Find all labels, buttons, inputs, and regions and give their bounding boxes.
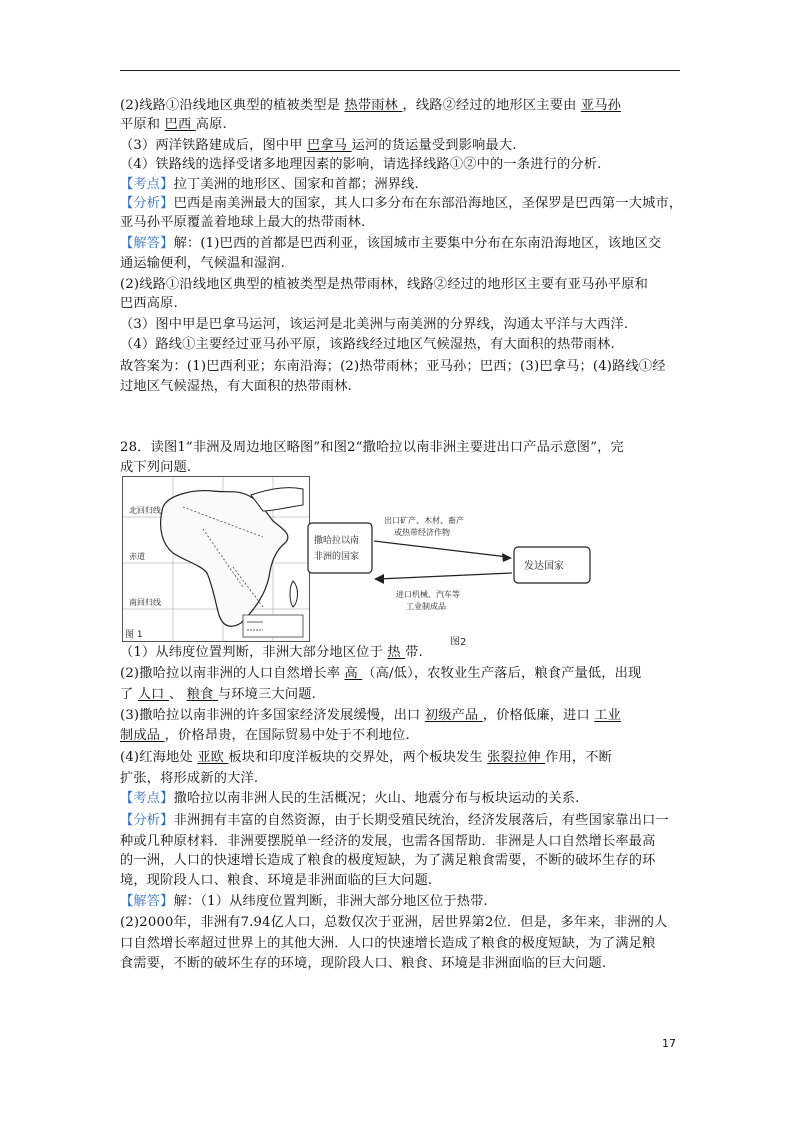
text-span: (2)线路①沿线地区典型的植被类型是 — [120, 98, 345, 113]
text-line — [120, 176, 690, 194]
answer-blank: 初级产品 — [424, 708, 483, 723]
text-line — [120, 195, 690, 213]
answer-blank: 工业 — [594, 708, 622, 723]
text-line — [120, 336, 690, 354]
text-line — [120, 707, 690, 725]
answer-blank: 亚马孙 — [580, 98, 622, 113]
fig1-equator-label: 赤道 — [129, 552, 145, 561]
text-span: 解：（1）从纬度位置判断，非洲大部分地区位于热带. — [173, 894, 488, 909]
text-span: 高原. — [195, 117, 227, 132]
text-line — [120, 378, 690, 396]
text-span: 带. — [405, 645, 423, 660]
text-span: 巴西是南美洲最大的国家，其人口多分布在东部沿海地区，圣保罗是巴西第一大城市， — [173, 196, 683, 211]
text-line — [120, 914, 690, 932]
answer-blank: 高 — [344, 666, 363, 681]
text-span: 故答案为：(1)巴西利亚；东南沿海；(2)热带雨林；亚马孙；巴西；(3)巴拿马；(4)路线①经 — [120, 359, 666, 374]
text-span: (2)线路①沿线地区典型的植被类型是热带雨林，线路②经过的地形区主要有亚马孙平原和 — [120, 277, 649, 292]
answer-blank: 人口 — [137, 687, 169, 702]
section-tag: 【考点】 — [120, 177, 174, 192]
fig2-caption: 图2 — [450, 637, 467, 645]
text-line — [120, 852, 690, 870]
header-rule — [120, 70, 680, 71]
text-span: （3）图中甲是巴拿马运河，该运河是北美洲与南美洲的分界线，沟通太平洋与大西洋. — [120, 317, 629, 332]
text-span: （4）路线①主要经过亚马孙平原，该路线经过地区气候湿热，有大面积的热带雨林. — [120, 337, 615, 352]
text-line — [120, 295, 690, 313]
text-span: 过地区气候湿热，有大面积的热带雨林. — [120, 379, 352, 394]
fig2-right-box: 发达国家 — [524, 561, 564, 572]
text-span: 食需要，不断的破坏生存的环境，现阶段人口、粮食、环境是非洲面临的巨大问题. — [120, 956, 607, 971]
text-line — [120, 665, 690, 683]
text-span: ，价格低廉，进口 — [482, 708, 595, 723]
fig2-top-arrow-line2: 或热带经济作物 — [394, 528, 450, 537]
section-tag: 【分析】 — [120, 813, 174, 828]
text-span: 平原和 — [120, 117, 165, 132]
page-number: 17 — [662, 1037, 676, 1050]
text-span: 通运输便利，气候温和湿润. — [120, 256, 286, 271]
text-span: 撒哈拉以南非洲人民的生活概况；火山、地震分布与板块运动的关系. — [173, 791, 580, 806]
text-line — [120, 156, 690, 174]
text-span: 非洲拥有丰富的自然资源，由于长期受殖民统治，经济发展落后，有些国家靠出口一 — [173, 813, 669, 828]
text-line — [120, 214, 690, 232]
text-span: 运河的货运量受到影响最大. — [351, 138, 517, 153]
text-line — [120, 686, 690, 704]
fig1-tropic-label: 南回归线 — [129, 598, 161, 607]
text-span: (4)红海地处 — [120, 750, 198, 765]
text-span: ，价格昂贵，在国际贸易中处于不利地位. — [164, 728, 410, 743]
text-span: 扩张，将形成新的大洋. — [120, 771, 259, 786]
text-line — [120, 727, 690, 745]
fig2-top-arrow-line1: 出口矿产、木材、畜产 — [384, 516, 464, 525]
figure-2-trade-diagram — [300, 485, 620, 645]
fig1-top-label: 北回归线 — [129, 506, 161, 515]
text-line — [120, 439, 690, 457]
text-line — [120, 316, 690, 334]
text-line — [120, 790, 690, 808]
section-tag: 【考点】 — [120, 791, 174, 806]
answer-blank: 张裂拉伸 — [487, 750, 546, 765]
fig2-left-box-line1: 撒哈拉以南 — [314, 536, 360, 546]
section-tag: 【解答】 — [120, 236, 174, 251]
text-line — [120, 358, 690, 376]
text-line — [120, 770, 690, 788]
text-span: 种或几种原材料．非洲要摆脱单一经济的发展，也需各国帮助．非洲是人口自然增长率最高 — [120, 834, 656, 849]
text-line — [120, 893, 690, 911]
answer-blank: 巴拿马 — [307, 138, 352, 153]
text-span: 解：(1)巴西的首都是巴西利亚，该国城市主要集中分布在东南沿海地区，该地区交 — [173, 236, 662, 251]
text-line — [120, 644, 690, 662]
answer-blank: 粮食 — [186, 687, 218, 702]
text-span: 28．读图1“非洲及周边地区略图”和图2“撒哈拉以南非洲主要进出口产品示意图”，完 — [120, 440, 624, 455]
answer-blank: 亚欧 — [197, 750, 229, 765]
text-span: 的一洲，人口的快速增长造成了粮食的极度短缺，为了满足粮食需要，不断的破坏生存的环 — [120, 853, 656, 868]
section-tag: 【分析】 — [120, 196, 174, 211]
text-span: 板块和印度洋板块的交界处，两个板块发生 — [228, 750, 488, 765]
text-line — [120, 812, 690, 830]
text-span: (2)2000年，非洲有7.94亿人口，总数仅次于亚洲，居世界第2位．但是，多年来，非洲的人 — [120, 915, 668, 930]
text-span: 拉丁美洲的地形区、国家和首都；洲界线. — [173, 177, 419, 192]
text-span: 作用，不断 — [545, 750, 613, 765]
text-span: (3)撒哈拉以南非洲的许多国家经济发展缓慢，出口 — [120, 708, 425, 723]
text-line — [120, 235, 690, 253]
text-span: 成下列问题. — [120, 460, 192, 475]
text-line — [120, 872, 690, 890]
fig2-left-box-line2: 非洲的国家 — [314, 552, 360, 562]
text-span: 与环境三大问题. — [217, 687, 317, 702]
section-tag: 【解答】 — [120, 894, 174, 909]
text-line — [120, 255, 690, 273]
text-span: 、 — [168, 687, 187, 702]
text-line — [120, 97, 690, 115]
text-line — [120, 935, 690, 953]
text-line — [120, 276, 690, 294]
text-span: （高/低），农牧业生产落后，粮食产量低，出现 — [362, 666, 642, 681]
text-line — [120, 459, 690, 477]
answer-blank: 巴西 — [164, 117, 196, 132]
fig2-bottom-arrow-line1: 进口机械、汽车等 — [396, 590, 460, 599]
fig1-caption: 图 1 — [125, 630, 143, 640]
answer-blank: 热 — [387, 645, 406, 660]
text-span: 了 — [120, 687, 138, 702]
text-span: 口自然增长率超过世界上的其他大洲．人口的快速增长造成了粮食的极度短缺，为了满足粮 — [120, 936, 656, 951]
text-line — [120, 137, 690, 155]
text-span: 亚马孙平原覆盖着地球上最大的热带雨林. — [120, 215, 366, 230]
text-line — [120, 749, 690, 767]
text-span: （3）两洋铁路建成后，图中甲 — [120, 138, 308, 153]
text-span: （1）从纬度位置判断，非洲大部分地区位于 — [120, 645, 388, 660]
text-line — [120, 955, 690, 973]
text-span: 境，现阶段人口、粮食、环境是非洲面临的巨大问题. — [120, 873, 433, 888]
text-span: (2)撒哈拉以南非洲的人口自然增长率 — [120, 666, 345, 681]
figure-1-africa-map — [122, 476, 310, 642]
answer-blank: 制成品 — [120, 728, 165, 743]
text-line — [120, 116, 690, 134]
text-line — [120, 833, 690, 851]
text-span: ，线路②经过的地形区主要由 — [402, 98, 581, 113]
fig2-bottom-arrow-line2: 工业制成品 — [406, 602, 446, 611]
answer-blank: 热带雨林 — [344, 98, 403, 113]
text-span: 巴西高原. — [120, 296, 178, 311]
text-span: （4）铁路线的选择受诸多地理因素的影响，请选择线路①②中的一条进行的分析. — [120, 157, 602, 172]
